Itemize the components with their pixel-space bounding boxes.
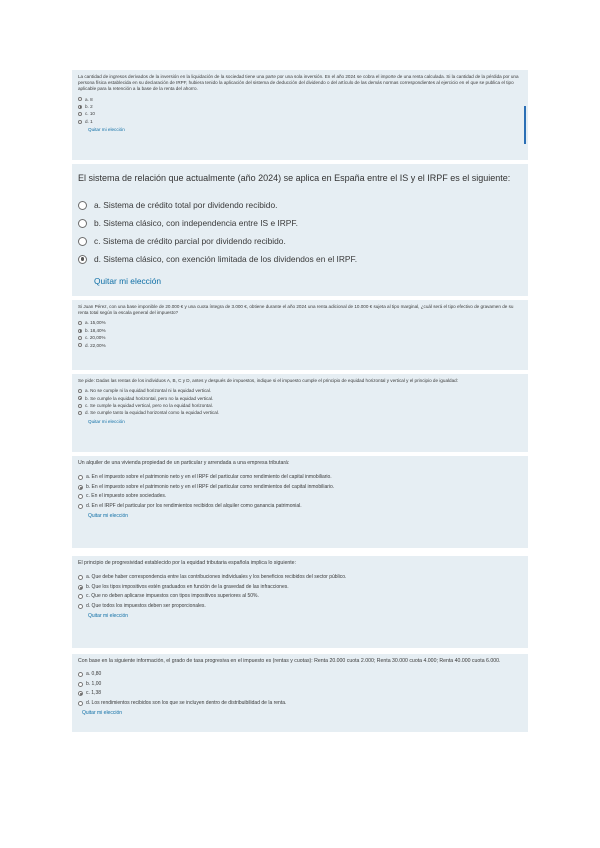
radio-icon[interactable]	[78, 411, 82, 415]
option-d[interactable]: d. Los rendimientos recibidos son los que se incluyen dentro de distribuibilidad de la renta.	[78, 699, 522, 709]
option-b[interactable]: b. Se cumple la equidad horizontal, pero no la equidad vertical.	[78, 395, 522, 402]
question-card-4	[72, 374, 528, 452]
option-d[interactable]: d. Que todos los impuestos deben ser proporcionales.	[78, 602, 522, 612]
option-a[interactable]: a. En el impuesto sobre el patrimonio neto y en el IRPF del particular como rendimiento del capital inmobiliario.	[78, 473, 522, 483]
question-text: El sistema de relación que actualmente (año 2024) se aplica en España entre el IS y el IRPF es el siguiente:	[78, 173, 511, 183]
radio-icon[interactable]	[78, 575, 83, 580]
option-d[interactable]: d. Sistema clásico, con exención limitada de los dividendos en el IRPF.	[78, 250, 522, 268]
option-c[interactable]: c. Que no deben aplicarse impuestos con tipos impositivos superiores al 50%.	[78, 592, 522, 602]
radio-icon[interactable]	[78, 343, 82, 347]
radio-icon[interactable]	[78, 672, 83, 677]
radio-checked-icon[interactable]	[78, 691, 83, 696]
option-a[interactable]: a. Sistema de crédito total por dividendo recibido.	[78, 196, 522, 214]
question-card-3	[72, 300, 528, 370]
option-c[interactable]: c. En el impuesto sobre sociedades.	[78, 492, 522, 502]
option-a[interactable]: a. Que debe haber correspondencia entre las contribuciones individuales y los beneficios recibidos del sector público.	[78, 573, 522, 583]
radio-checked-icon[interactable]	[78, 396, 82, 400]
option-c[interactable]: c. Sistema de crédito parcial por dividendo recibido.	[78, 232, 522, 250]
radio-icon[interactable]	[78, 682, 83, 687]
option-a[interactable]: a. No se cumple ni la equidad horizontal ni la equidad vertical.	[78, 387, 522, 394]
question-text: Se pide: Dadas las rentas de los individuos A, B, C y D, antes y después de impuestos, indique si el impuesto cumple el principio de equidad horizontal y vertical y el principio de igualdad:	[78, 378, 458, 383]
radio-icon[interactable]	[78, 97, 82, 101]
radio-icon[interactable]	[78, 494, 83, 499]
radio-icon[interactable]	[78, 321, 82, 325]
question-card-7	[72, 654, 528, 732]
option-d[interactable]: d. 22,00%	[78, 342, 522, 349]
clear-choice-link[interactable]: Quitar mi elección	[88, 418, 125, 424]
radio-icon[interactable]	[78, 475, 83, 480]
option-a[interactable]: a. 0,80	[78, 670, 522, 680]
option-b[interactable]: b. 1,00	[78, 680, 522, 690]
radio-icon[interactable]	[78, 336, 82, 340]
clear-choice-link[interactable]: Quitar mi elección	[88, 613, 129, 619]
option-b[interactable]: b. 2	[78, 103, 522, 110]
question-text: Si Juan Pérez, con una base imponible de 20.000 € y una cuota íntegra de 3.000 €, obtiene durante el año 2024 una renta adicional de 10.000 € sujeta al tipo marginal, ¿cuál será el tipo efectivo de gravamen de su renta total según la escala general del impuesto?	[78, 304, 514, 316]
clear-choice-link[interactable]: Quitar mi elección	[94, 276, 162, 286]
radio-icon[interactable]	[78, 389, 82, 393]
radio-icon[interactable]	[78, 404, 82, 408]
scrollbar[interactable]	[524, 106, 526, 144]
option-b[interactable]: b. Sistema clásico, con independencia entre IS e IRPF.	[78, 214, 522, 232]
radio-icon[interactable]	[78, 112, 82, 116]
option-b[interactable]: b. En el impuesto sobre el patrimonio neto y en el IRPF del particular como rendimientos del capital inmobiliario.	[78, 483, 522, 493]
option-d[interactable]: d. En el IRPF del particular por los rendimientos recibidos del alquiler como ganancia patrimonial.	[78, 502, 522, 512]
option-a[interactable]: a. 15,00%	[78, 319, 522, 326]
option-a[interactable]: a. 8	[78, 96, 522, 103]
option-c[interactable]: c. 10	[78, 110, 522, 117]
radio-checked-icon[interactable]	[78, 105, 82, 109]
clear-choice-link[interactable]: Quitar mi elección	[88, 127, 125, 133]
question-card-2	[72, 164, 528, 296]
radio-icon[interactable]	[78, 237, 87, 246]
option-b[interactable]: b. 18,40%	[78, 327, 522, 334]
option-d[interactable]: d. Se cumple tanto la equidad horizontal como la equidad vertical.	[78, 409, 522, 416]
option-c[interactable]: c. Se cumple la equidad vertical, pero no la equidad horizontal.	[78, 402, 522, 409]
radio-icon[interactable]	[78, 504, 83, 509]
radio-icon[interactable]	[78, 701, 83, 706]
option-c[interactable]: c. 20,00%	[78, 334, 522, 341]
radio-checked-icon[interactable]	[78, 255, 87, 264]
question-text: Con base en la siguiente información, el grado de tasa progresiva en el impuesto es (rentas y cuotas): Renta 20.000 cuota 2.000; Renta 30.000 cuota 4.000; Renta 40.000 cuota 6.000.	[78, 658, 501, 664]
option-c[interactable]: c. 1,38	[78, 689, 522, 699]
radio-icon[interactable]	[78, 120, 82, 124]
radio-checked-icon[interactable]	[78, 585, 83, 590]
question-card-5	[72, 456, 528, 548]
question-card-1	[72, 70, 528, 160]
question-text: Un alquiler de una vivienda propiedad de un particular y arrendada a una empresa tributará:	[78, 460, 290, 466]
radio-icon[interactable]	[78, 604, 83, 609]
radio-icon[interactable]	[78, 594, 83, 599]
question-card-6	[72, 556, 528, 648]
question-text: El principio de progresividad establecido por la equidad tributaria española implica lo siguiente:	[78, 560, 297, 566]
option-d[interactable]: d. 1	[78, 118, 522, 125]
radio-checked-icon[interactable]	[78, 485, 83, 490]
question-text: La cantidad de ingresos derivados de la inversión en la liquidación de la sociedad tiene una parte por una sola inversión. En el año 2024 se cobra el importe de una renta calculada. Si la cantidad de la pérdida por una persona física establecida en su declaración de IRPF, hubiera tenido la aplicación del sistema de deducción del dividendo o del artículo de las demás normas correspondientes al ejercicio en el que se publica el tipo aplicable para la retención a la base de la renta del ahorro.	[78, 74, 519, 92]
radio-icon[interactable]	[78, 219, 87, 228]
clear-choice-link[interactable]: Quitar mi elección	[88, 513, 129, 519]
radio-icon[interactable]	[78, 201, 87, 210]
clear-choice-link[interactable]: Quitar mi elección	[82, 710, 123, 716]
radio-checked-icon[interactable]	[78, 329, 82, 333]
option-b[interactable]: b. Que los tipos impositivos estén graduados en función de la gravedad de las infracciones.	[78, 583, 522, 593]
